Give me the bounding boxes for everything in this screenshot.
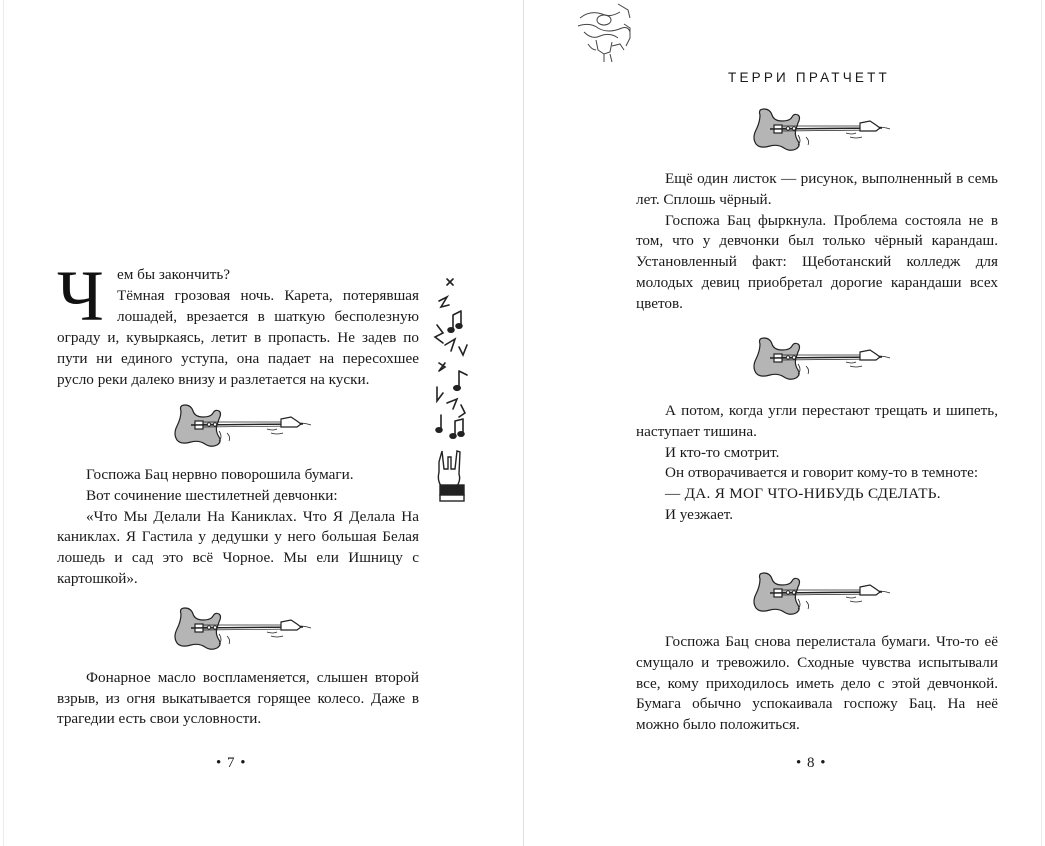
guitar-icon (163, 606, 313, 652)
right-text-column-1 (636, 169, 998, 315)
paragraph: «Что Мы Делали На Каниклах. Что Я Делала На каниклах. Я Гастила у дедушки у него большая Белая лошедь и сад это всё Чорное. Мы ели Ишницу с картошкой». (57, 507, 419, 587)
paragraph: Госпожа Бац фыркнула. Проблема состояла не в том, что у девчонки был только чёрный карандаш. Установленный факт: Щеботанский колледж для молодых девиц приобретал дорогие карандаши всех цветов. (636, 211, 998, 312)
paragraph: И уезжает. (665, 505, 734, 523)
left-text-column (57, 256, 419, 730)
paragraph: Ещё один листок — рисунок, выполненный в семь лет. Сплошь чёрный. (636, 170, 998, 208)
page-number: • 8 • (796, 755, 827, 771)
opening-block (57, 256, 419, 389)
text-line: лошадей, врезается в шаткую бесполезную (117, 308, 419, 325)
guitar-icon (163, 403, 313, 449)
drop-cap: Ч (57, 256, 104, 336)
paragraph: Госпожа Бац снова перелистала бумаги. Что-то её смущало и тревожило. Сходные чувства испытывали все, кому приходилось иметь дело с этой девчонкой. Бумага обычно успокаивала госпожу Бац. На неё можно было положиться. (636, 633, 998, 734)
paragraph: Он отворачивается и говорит кому-то в темноте: (665, 464, 979, 482)
figures-illustration-icon (574, 0, 636, 66)
paragraph: Вот сочинение шестилетней девчонки: (86, 486, 338, 504)
rock-hand-icon (432, 445, 474, 505)
page-number: • 7 • (216, 755, 247, 771)
text-line: русло реки далеко внизу и разлетается на куски. (57, 371, 370, 388)
text-line: ем бы закончить? (117, 266, 231, 283)
right-text-column-3 (636, 632, 998, 736)
paragraph: А потом, когда угли перестают трещать и шипеть, наступает тишина. (636, 402, 998, 440)
guitar-icon (742, 336, 892, 382)
running-head: ТЕРРИ ПРАТЧЕТТ (728, 70, 891, 85)
paragraph: И кто-то смотрит. (665, 443, 780, 461)
paragraph: Госпожа Бац нервно поворошила бумаги. (86, 466, 354, 483)
guitar-icon (742, 571, 892, 617)
guitar-icon (742, 107, 892, 153)
right-text-column-2 (636, 401, 998, 526)
text-line: пути ни единого уступа, она падает на пересохшее (57, 350, 419, 367)
page-edge (3, 0, 4, 846)
paragraph: Фонарное масло воспламеняется, слышен второй взрыв, из огня выкатывается горящее колесо. Даже в трагедии есть свои условности. (57, 668, 419, 728)
text-line: Тёмная грозовая ночь. Карета, потерявшая (117, 287, 419, 304)
text-line: ограду и, кувыркаясь, летит в пропасть. Не задев по (57, 329, 419, 346)
paragraph: — ДА. Я МОГ ЧТО-НИБУДЬ СДЕЛАТЬ. (665, 485, 941, 503)
page-edge (1041, 0, 1042, 846)
